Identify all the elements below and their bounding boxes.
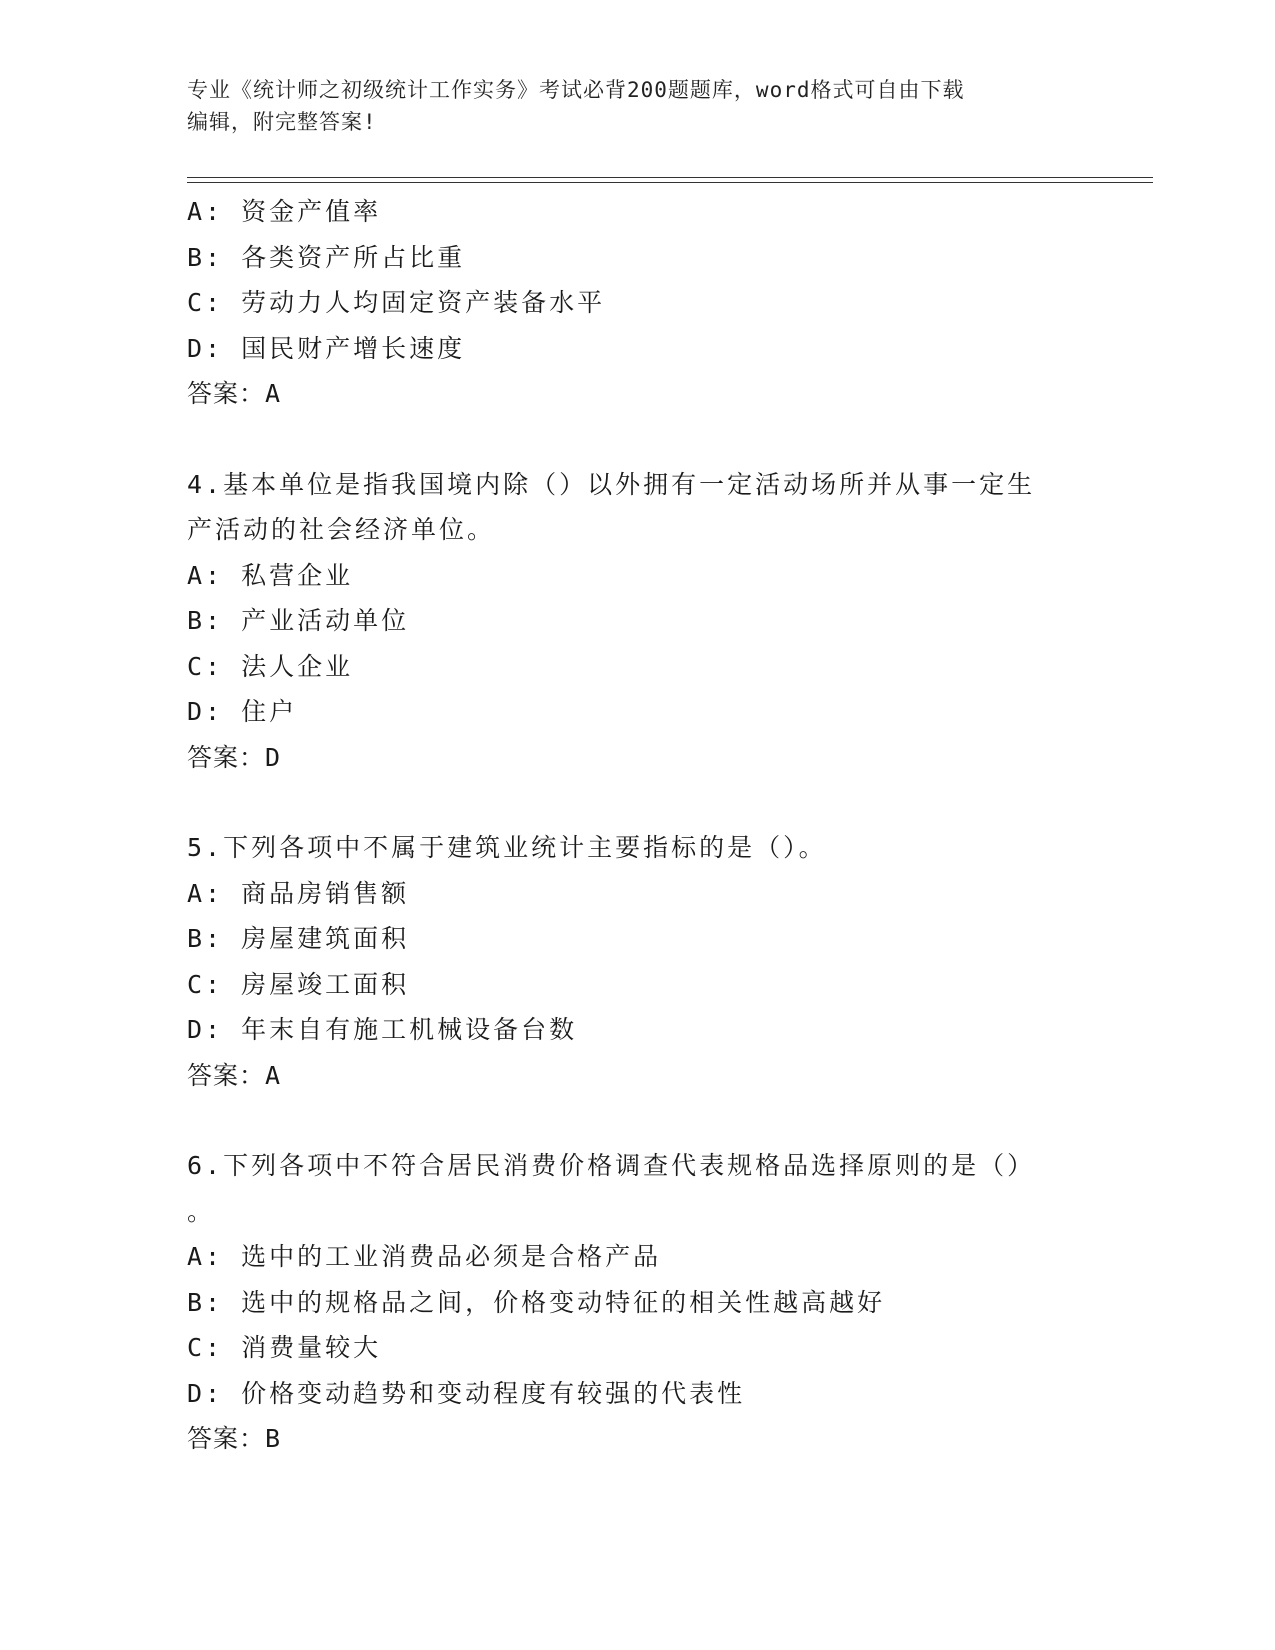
- option-d: D: 价格变动趋势和变动程度有较强的代表性: [187, 1378, 746, 1408]
- option-b: B: 各类资产所占比重: [187, 242, 466, 272]
- option-d: D: 国民财产增长速度: [187, 333, 466, 363]
- question-5: [187, 825, 1087, 1098]
- option-d: D: 年末自有施工机械设备台数: [187, 1015, 578, 1044]
- answer-label: 答案：: [187, 379, 266, 408]
- question-text-line-1: 5.下列各项中不属于建筑业统计主要指标的是（）。: [187, 833, 827, 862]
- header-line-2: 编辑，附完整答案!: [187, 110, 377, 134]
- answer-value: B: [265, 1424, 282, 1453]
- option-a: A: 私营企业: [187, 560, 354, 590]
- option-c: C: 法人企业: [187, 651, 354, 681]
- spacer: [187, 780, 1087, 825]
- answer-label: 答案：: [187, 742, 266, 772]
- question-text-line-2: 产活动的社会经济单位。: [187, 515, 496, 544]
- question-text-line-2: 。: [187, 1196, 216, 1226]
- question-3: [187, 189, 1087, 417]
- header-line-1: 专业《统计师之初级统计工作实务》考试必背200题题库，word格式可自由下载: [187, 78, 965, 102]
- answer-label: 答案：: [187, 1060, 266, 1090]
- answer-line: [187, 735, 1087, 781]
- answer-line: [187, 1416, 1087, 1462]
- question-6: [187, 1143, 1087, 1462]
- question-list: [187, 189, 1087, 1462]
- option-b: B: 选中的规格品之间，价格变动特征的相关性越高越好: [187, 1287, 886, 1317]
- spacer: [187, 417, 1087, 462]
- answer-line: [187, 1053, 1087, 1099]
- answer-value: A: [265, 379, 282, 408]
- header-rule-bottom: [187, 182, 1153, 183]
- option-a: A: 选中的工业消费品必须是合格产品: [187, 1242, 662, 1271]
- option-b: B: 产业活动单位: [187, 606, 410, 635]
- option-c: C: 消费量较大: [187, 1333, 382, 1362]
- option-c: C: 房屋竣工面积: [187, 969, 410, 999]
- option-c: C: 劳动力人均固定资产装备水平: [187, 288, 606, 317]
- option-b: B: 房屋建筑面积: [187, 924, 410, 953]
- option-a: A: 商品房销售额: [187, 878, 410, 908]
- question-text-line-1: 4.基本单位是指我国境内除（）以外拥有一定活动场所并从事一定生: [187, 469, 1036, 499]
- option-a: A: 资金产值率: [187, 197, 382, 226]
- header-rule-top: [187, 177, 1153, 178]
- option-d: D: 住户: [187, 697, 298, 726]
- question-text-line-1: 6.下列各项中不符合居民消费价格调查代表规格品选择原则的是（）: [187, 1151, 1036, 1180]
- question-4: [187, 462, 1087, 781]
- document-header: [187, 74, 1087, 138]
- answer-value: D: [265, 742, 282, 772]
- spacer: [187, 1098, 1087, 1143]
- answer-label: 答案：: [187, 1424, 266, 1453]
- answer-line: [187, 371, 1087, 417]
- answer-value: A: [265, 1060, 282, 1090]
